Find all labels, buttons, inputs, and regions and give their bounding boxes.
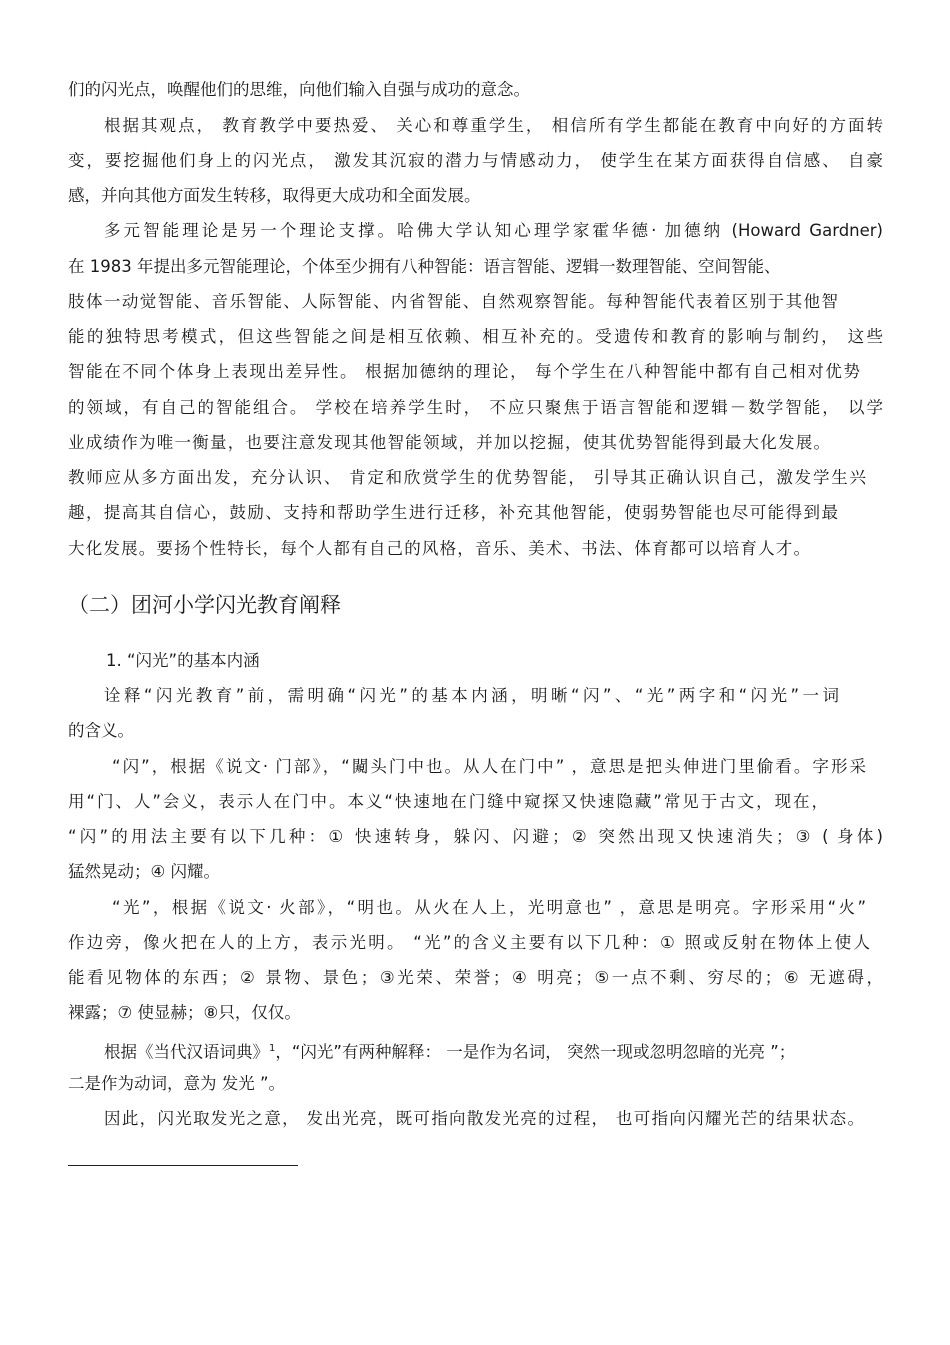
text-line: 肢体一动觉智能、音乐智能、人际智能、内省智能、自然观察智能。每种智能代表着区别于其他智 [68,292,838,311]
text-line: 能看见物体的东西；② 景物、景色；③光荣、荣誉；④ 明亮；⑤一点不剩、穷尽的；⑥ 无遮碍， [68,968,883,987]
footnote-marker[interactable]: 1 [269,1043,276,1054]
text-line: 们的闪光点，唤醒他们的思维，向他们输入自强与成功的意念。 [68,80,530,99]
subheading: 1. “闪光”的基本内涵 [106,651,260,670]
text-line: 因此，闪光取发光之意， 发出光亮，既可指向散发光亮的过程， 也可指向闪耀光芒的结果状态。 [104,1109,864,1128]
text-line: 感，并向其他方面发生转移，取得更大成功和全面发展。 [68,186,481,205]
text-line: 的领域，有自己的智能组合。 学校在培养学生时， 不应只聚焦于语言智能和逻辑－数学智能， 以学 [68,398,883,417]
text-line: 大化发展。要扬个性特长，每个人都有自己的风格，音乐、美术、书法、体育都可以培育人才。 [68,539,810,558]
text-line: 诠释“闪光教育”前，需明确“闪光”的基本内涵，明晰“闪”、“光”两字和“闪光”一词 [104,686,839,705]
text-line: 智能在不同个体身上表现出差异性。 根据加德纳的理论， 每个学生在八种智能中都有自己相对优势 [68,362,860,381]
text-run: ，“闪光”有两种解释： 一是作为名词， 突然一现或忽明忽暗的光亮 ”； [275,1042,796,1062]
section-heading: （二）团河小学闪光教育阐释 [68,593,341,617]
text-line [104,1039,883,1063]
text-line: 根据其观点， 教育教学中要热爱、 关心和尊重学生， 相信所有学生都能在教育中向好的方面转 [104,116,883,135]
text-line: 的含义。 [68,721,134,740]
text-line: 用“门、人”会义，表示人在门中。本义“快速地在门缝中窥探又快速隐藏”常见于古文，现在， [68,792,828,811]
text-line: 二是作为动词，意为 发光 ”。 [68,1074,286,1093]
text-line: 变，要挖掘他们身上的闪光点， 激发其沉寂的潜力与情感动力， 使学生在某方面获得自信感、 自豪 [68,151,883,170]
text-line: “闪”的用法主要有以下几种：① 快速转身，躲闪、闪避；② 突然出现又快速消失；③ ( 身体) [68,827,883,846]
text-line: 能的独特思考模式，但这些智能之间是相互依赖、相互补充的。受遗传和教育的影响与制约， 这些 [68,327,883,346]
text-line: “光”，根据《说文· 火部》，“明也。从火在人上，光明意也” ，意思是明亮。字形采用“火” [112,898,866,917]
text-line: 趣，提高其自信心，鼓励、支持和帮助学生进行迁移，补充其他智能，使弱势智能也尽可能得到最 [68,503,838,522]
text-line: 教师应从多方面出发，充分认识、 肯定和欣赏学生的优势智能， 引导其正确认识自己，激发学生兴 [68,468,866,487]
text-run: 根据《当代汉语词典》 [104,1042,269,1062]
text-line: “闪”，根据《说文· 门部》，“闚头门中也。从人在门中” ，意思是把头伸进门里偷看。字形采 [112,757,866,776]
text-line: 多元智能理论是另一个理论支撑。哈佛大学认知心理学家霍华德· 加德纳 (Howard Gardner) [104,221,883,240]
text-line: 在 1983 年提出多元智能理论，个体至少拥有八种智能：语言智能、逻辑一数理智能、空间智能、 [68,257,781,276]
text-line: 裸露；⑦ 使显赫；⑧只，仅仅。 [68,1003,301,1022]
text-line: 作边旁，像火把在人的上方，表示光明。 “光”的含义主要有以下几种：① 照或反射在物体上使人 [68,933,870,952]
text-line: 业成绩作为唯一衡量，也要注意发现其他智能领域，并加以挖掘，使其优势智能得到最大化发展。 [68,433,830,452]
footnote-divider [68,1165,298,1166]
text-line: 猛然晃动；④ 闪耀。 [68,862,221,881]
